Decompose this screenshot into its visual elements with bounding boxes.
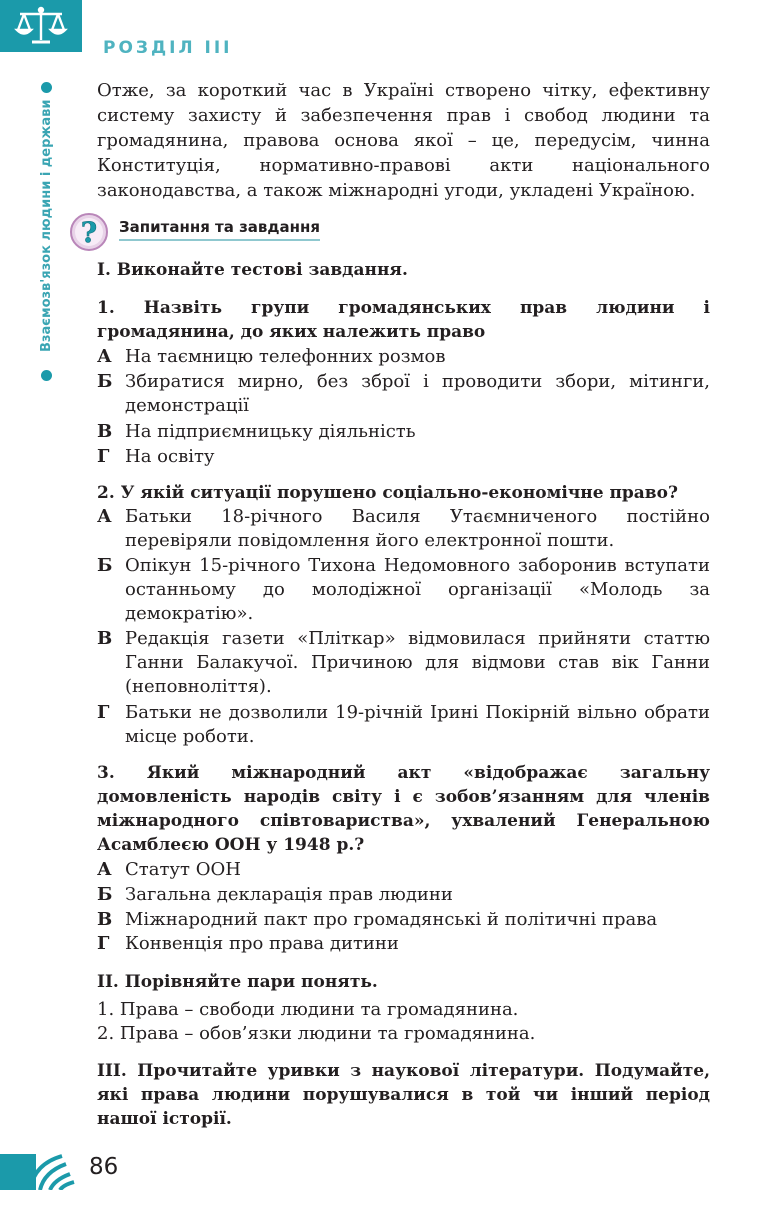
question-mark-icon xyxy=(69,212,109,252)
svg-text:?: ? xyxy=(80,216,98,249)
q3-option-b xyxy=(97,883,710,907)
q1-text: 1. Назвіть групи громадянських прав людини і громадянина, до яких належить право xyxy=(97,298,710,342)
q1-option-a xyxy=(97,345,710,369)
option-letter: А xyxy=(97,859,112,880)
option-letter: В xyxy=(97,628,113,649)
option-letter: А xyxy=(97,506,112,527)
option-text: Конвенція про права дитини xyxy=(125,933,399,954)
header-corner-box xyxy=(0,0,82,52)
option-text: Опікун 15-річного Тихона Недомовного заборонив вступати останньому до молодіжної організації «Молодь за демократію». xyxy=(125,555,710,624)
option-text: Загальна декларація прав людини xyxy=(125,884,453,905)
part2-heading: II. Порівняйте пари понять. xyxy=(97,972,378,992)
scales-icon xyxy=(14,6,68,46)
q1-option-b xyxy=(97,370,710,418)
option-letter: Г xyxy=(97,446,110,467)
option-text: Збиратися мирно, без зброї і проводити збори, мітинги, демонстрації xyxy=(125,371,710,416)
q2-text: 2. У якій ситуації порушено соціально-економічне право? xyxy=(97,483,678,503)
page-number: 86 xyxy=(89,1154,119,1180)
side-dot-bottom xyxy=(41,370,52,381)
q3-option-d xyxy=(97,932,710,956)
q1-option-d xyxy=(97,445,710,469)
part2-item: 1. Права – свободи людини та громадянина. xyxy=(97,999,519,1020)
q2-option-d xyxy=(97,701,710,749)
option-letter: А xyxy=(97,346,112,367)
option-letter: Г xyxy=(97,702,110,723)
q2-option-c xyxy=(97,627,710,699)
option-text: Статут ООН xyxy=(125,859,241,880)
option-text: Батьки 18-річного Василя Утаємниченого постійно перевіряли повідомлення його електронної пошти. xyxy=(125,506,710,551)
option-text: Редакція газети «Пліткар» відмовилася прийняти статтю Ганни Балакучої. Причиною для відмови став вік Ганни (неповноліття). xyxy=(125,628,710,697)
questions-block-title: Запитання та завдання xyxy=(119,218,320,241)
q3-option-c xyxy=(97,908,710,932)
part3-heading: III. Прочитайте уривки з наукової літератури. Подумайте, які права людини порушувалися в той чи інший період нашої історії. xyxy=(97,1061,710,1129)
option-text: На таємницю телефонних розмов xyxy=(125,346,446,367)
option-letter: В xyxy=(97,421,113,442)
intro-paragraph: Отже, за короткий час в Україні створено чітку, ефективну систему захисту й забезпечення прав і свобод людини та громадянина, правова основа якої – це, передусім, чинна Конституція, нормативно-правові акти національного законодавства, а також міжнародні угоди, укладені Україною. xyxy=(97,80,710,201)
option-text: На підприємницьку діяльність xyxy=(125,421,416,442)
q2-option-b xyxy=(97,554,710,626)
part2-item: 2. Права – обов’язки людини та громадянина. xyxy=(97,1023,536,1044)
signal-arcs-icon xyxy=(0,1150,86,1190)
option-letter: В xyxy=(97,909,113,930)
option-letter: Б xyxy=(97,884,113,905)
option-letter: Г xyxy=(97,933,110,954)
option-text: Батьки не дозволили 19-річній Ірині Покірній вільно обрати місце роботи. xyxy=(125,702,710,747)
side-strip xyxy=(36,82,58,382)
q3-text: 3. Який міжнародний акт «відображає загальну домовленість народів світу і є зобов’язанням для членів міжнародного співтовариства», ухвалений Генеральною Асамблеєю ООН у 1948 р.? xyxy=(97,763,710,855)
part1-heading: I. Виконайте тестові завдання. xyxy=(97,260,408,280)
side-strip-text: Взаємозв'язок людини і держави xyxy=(39,99,54,353)
option-letter: Б xyxy=(97,555,113,576)
option-letter: Б xyxy=(97,371,113,392)
section-label: РОЗДІЛ ІІІ xyxy=(103,38,233,58)
q3-option-a xyxy=(97,858,710,882)
option-text: На освіту xyxy=(125,446,215,467)
option-text: Міжнародний пакт про громадянські й політичні права xyxy=(125,909,658,930)
q1-option-c xyxy=(97,420,710,444)
q2-option-a xyxy=(97,505,710,553)
